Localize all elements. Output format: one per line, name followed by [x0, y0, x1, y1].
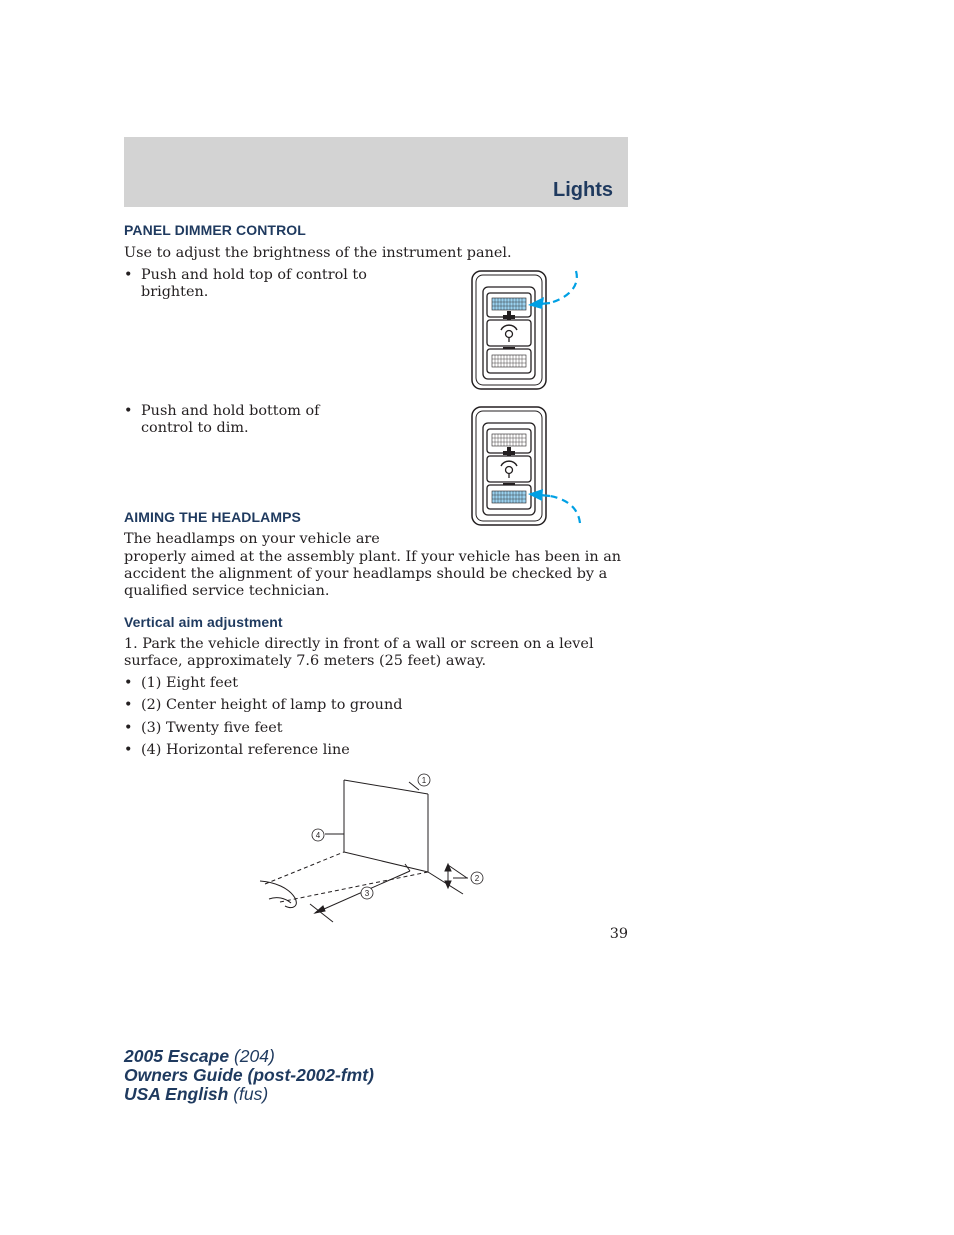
- list-item: • (3) Twenty five feet: [124, 720, 628, 737]
- list-item-text: (2) Center height of lamp to ground: [141, 697, 403, 713]
- list-item: • (1) Eight feet: [124, 675, 628, 692]
- list-item: • (4) Horizontal reference line: [124, 742, 628, 759]
- bullet-brighten: • Push and hold top of control to brighten.: [124, 267, 374, 301]
- footer-language: USA English: [124, 1084, 229, 1104]
- vertical-aim-step1: 1. Park the vehicle directly in front of a wall or screen on a level surface, approximately 7.6 meters (25 feet) away.: [124, 636, 594, 669]
- panel-dimmer-heading: PANEL DIMMER CONTROL: [124, 222, 306, 238]
- section-title: Lights: [553, 179, 613, 201]
- callout-2: 2: [474, 874, 480, 883]
- list-item-text: (1) Eight feet: [141, 675, 239, 691]
- footer-model-code: (204): [229, 1046, 275, 1066]
- dimmer-switch-dim-illustration: [466, 401, 588, 531]
- footer-guide: Owners Guide (post-2002-fmt): [124, 1065, 374, 1085]
- section-header-band: [124, 137, 628, 207]
- panel-dimmer-intro: Use to adjust the brightness of the instrument panel.: [124, 245, 512, 261]
- footer-language-code: (fus): [228, 1084, 269, 1104]
- list-item: • (2) Center height of lamp to ground: [124, 697, 628, 714]
- aiming-intro-line1: The headlamps on your vehicle are: [124, 531, 380, 547]
- aiming-intro-rest: properly aimed at the assembly plant. If your vehicle has been in an accident the alignment of your headlamps should be checked by a qualified service technician.: [124, 549, 622, 599]
- bullet-brighten-text: Push and hold top of control to brighten.: [141, 267, 367, 300]
- list-item-text: (3) Twenty five feet: [141, 720, 283, 736]
- dimmer-switch-brighten-illustration: [466, 265, 588, 395]
- list-item-text: (4) Horizontal reference line: [141, 742, 350, 758]
- aiming-headlamps-heading: AIMING THE HEADLAMPS: [124, 509, 301, 525]
- headlamp-aim-diagram: [255, 768, 490, 928]
- document-footer: [124, 1047, 374, 1104]
- bullet-dim: • Push and hold bottom of control to dim.: [124, 403, 374, 437]
- footer-model: 2005 Escape: [124, 1046, 230, 1066]
- callout-1: 1: [421, 776, 427, 785]
- callout-3: 3: [364, 889, 370, 898]
- vertical-aim-heading: Vertical aim adjustment: [124, 614, 283, 630]
- callout-4: 4: [315, 831, 321, 840]
- page-number: 39: [609, 926, 628, 942]
- bullet-dim-text: Push and hold bottom of control to dim.: [141, 403, 320, 436]
